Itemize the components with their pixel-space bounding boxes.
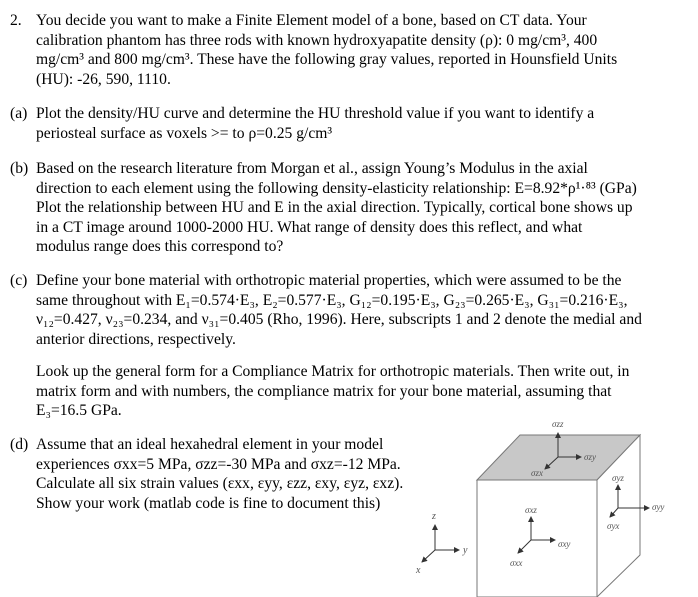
label-syz: σyz [612,473,624,483]
problem-text [36,11,617,89]
part-a-line: periosteal surface as voxels >= to ρ=0.25 g/cm³ [36,124,333,142]
axis-label-y: y [463,545,468,556]
label-sxy: σxy [558,539,571,549]
x-axis-line [422,550,435,562]
part-c-followup-line: E₃=16.5 GPa. [36,402,122,419]
problem-line: mg/cm³ and 800 mg/cm³. These have the following gray values, reported in Hounsfield Units [36,51,618,68]
part-c-followup-line: Look up the general form for a Compliance Matrix for orthotropic materials. Then write out, in [36,363,630,380]
problem-line: calibration phantom has three rods with known hydroxyapatite density (ρ): 0 mg/cm³, 400 [36,31,598,49]
part-c-line: anterior directions, respectively. [36,330,236,348]
part-b-label: (b) [10,160,29,177]
label-szx: σzx [531,468,543,478]
part-c-followup-line: matrix form and with numbers, the compliance matrix for your bone material, assuming that [36,382,612,400]
part-d-line: Calculate all six strain values (εxx, εyy, εzz, εxy, εyz, εxz). [36,475,404,492]
part-b-line: direction to each element using the following density-elasticity relationship: E=8.92*ρ¹·⁸³ (GPa) [36,179,637,197]
part-a-line: Plot the density/HU curve and determine the HU threshold value if you want to identify a [36,105,595,122]
label-syx: σyx [607,521,620,531]
part-c-line: Define your bone material with orthotropic material properties, which were assumed to be the [36,272,622,289]
axis-label-x: x [416,565,421,576]
stress-cube-diagram [405,413,695,597]
label-syy: σyy [652,502,665,512]
part-c-line: ν₁₂=0.427, ν₂₃=0.234, and ν₃₁=0.405 (Rho, 1996). Here, subscripts 1 and 2 denote the medial and [36,311,642,328]
part-a-text [36,104,594,143]
label-szy: σzy [584,452,596,462]
cube-front-face [477,480,597,597]
cube [477,435,640,597]
part-c-followup-text [36,362,629,421]
part-b-line: Based on the research literature from Morgan et al., assign Young’s Modulus in the axial [36,160,588,177]
part-c-text [36,271,642,349]
part-b-line: in a CT image around 1000-2000 HU. What range of density does this reflect, and what [36,218,583,236]
part-b-line: Plot the relationship between HU and E in the axial direction. Typically, cortical bone shows up [36,199,633,216]
problem-line: You decide you want to make a Finite Element model of a bone, based on CT data. Your [36,12,587,29]
part-d-line: Show your work (matlab code is fine to document this) [36,494,381,512]
problem-line: (HU): -26, 590, 1110. [36,70,171,88]
label-sxx: σxx [510,558,523,568]
part-d-label: (d) [10,436,29,453]
axis-label-z: z [432,511,436,522]
part-d-line: experiences σxx=5 MPa, σzz=-30 MPa and σxz=-12 MPa. [36,455,401,473]
part-b-line: modulus range does this correspond to? [36,238,284,255]
label-szz: σzz [552,419,564,429]
part-d-text [36,435,403,513]
part-c-label: (c) [10,272,28,289]
part-a-label: (a) [10,105,28,122]
problem-number: 2. [10,12,22,29]
part-c-line: same throughout with E₁=0.574·E₃, E₂=0.577·E₃, G₁₂=0.195·E₃, G₂₃=0.265·E₃, G₃₁=0.216·E₃, [36,291,628,309]
coordinate-axes [415,511,468,576]
part-d-line: Assume that an ideal hexahedral element in your model [36,436,384,453]
label-sxz: σxz [525,505,537,515]
part-b-text [36,159,637,257]
